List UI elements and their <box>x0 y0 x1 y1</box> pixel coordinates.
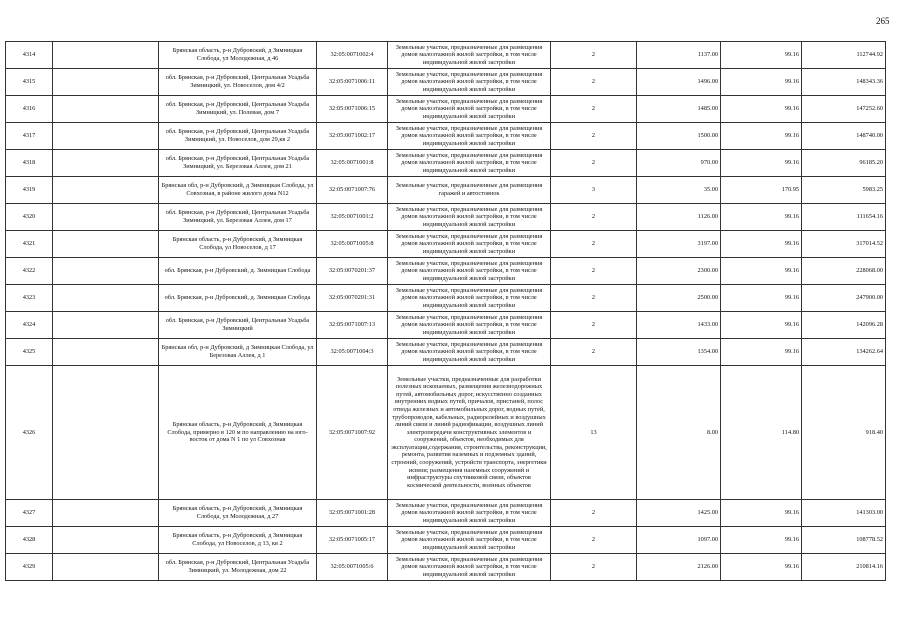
record-number: 4314 <box>6 42 53 69</box>
table-row <box>6 204 886 231</box>
blank-cell <box>53 42 159 69</box>
record-number: 4327 <box>6 500 53 527</box>
category-code-cell: 2 <box>551 69 637 96</box>
cadastral-number-cell: 32:05:0071002:4 <box>317 42 388 69</box>
record-number: 4323 <box>6 285 53 312</box>
cadastral-number-cell: 32:05:0071007:76 <box>317 177 388 204</box>
rate-cell: 99.16 <box>721 554 802 581</box>
area-cell: 3197.00 <box>637 231 721 258</box>
record-number: 4325 <box>6 339 53 366</box>
address-cell: обл. Брянская, р-н Дубровский, Центральная Усадьба Зимницкий, ул. Березовая Аллея, дом 17 <box>159 204 317 231</box>
area-cell: 2300.00 <box>637 258 721 285</box>
cadastral-number-cell: 32:05:0071004:3 <box>317 339 388 366</box>
cadastral-number-cell: 32:05:0071005:8 <box>317 231 388 258</box>
address-cell: Брянская область, р-н Дубровский, д Зимницкая Слобода, примерно в 120 м по направлению на юго-восток от дома N 1 по ул Совхозная <box>159 366 317 500</box>
cadastral-value-cell: 147252.60 <box>802 96 886 123</box>
address-cell: обл. Брянская, р-н Дубровский, Центральная Усадьба Зимницкий, ул. Новоселов, дом 29,кв 2 <box>159 123 317 150</box>
category-code-cell: 2 <box>551 42 637 69</box>
land-use-cell: Земельные участки, предназначенные для размещения гаражей и автостоянок <box>388 177 551 204</box>
blank-cell <box>53 96 159 123</box>
category-code-cell: 2 <box>551 339 637 366</box>
record-number: 4317 <box>6 123 53 150</box>
cadastral-number-cell: 32:05:0071001:2 <box>317 204 388 231</box>
table-row <box>6 258 886 285</box>
record-number: 4320 <box>6 204 53 231</box>
cadastral-number-cell: 32:05:0071006:11 <box>317 69 388 96</box>
address-cell: обл. Брянская, р-н Дубровский, Центральная Усадьба Зимницкий, ул. Полевая, дом 7 <box>159 96 317 123</box>
record-number: 4322 <box>6 258 53 285</box>
address-cell: Брянская обл, р-н Дубровский, д Зимницкая Слобода, ул Березовая Аллея, д 1 <box>159 339 317 366</box>
land-use-cell: Земельные участки, предназначенные для размещения домов малоэтажной жилой застройки, в том числе индивидуальной жилой застройки <box>388 500 551 527</box>
land-use-cell: Земельные участки, предназначенные для размещения домов малоэтажной жилой застройки, в том числе индивидуальной жилой застройки <box>388 123 551 150</box>
address-cell: обл. Брянская, р-н Дубровский, Центральная Усадьба Зимницкий <box>159 312 317 339</box>
blank-cell <box>53 527 159 554</box>
rate-cell: 99.16 <box>721 150 802 177</box>
area-cell: 1097.00 <box>637 527 721 554</box>
cadastral-value-cell: 134262.64 <box>802 339 886 366</box>
address-cell: обл. Брянская, р-н Дубровский, Центральная Усадьба Зимницкий, ул. Новоселов, дом 4/2 <box>159 69 317 96</box>
category-code-cell: 2 <box>551 204 637 231</box>
record-number: 4315 <box>6 69 53 96</box>
cadastral-value-cell: 247900.00 <box>802 285 886 312</box>
category-code-cell: 13 <box>551 366 637 500</box>
rate-cell: 99.16 <box>721 204 802 231</box>
blank-cell <box>53 150 159 177</box>
rate-cell: 99.16 <box>721 258 802 285</box>
table-row <box>6 366 886 500</box>
table-row <box>6 500 886 527</box>
rate-cell: 170.95 <box>721 177 802 204</box>
address-cell: Брянская область, р-н Дубровский, д Зимницкая Слобода, ул Молодежная, д 46 <box>159 42 317 69</box>
category-code-cell: 2 <box>551 312 637 339</box>
category-code-cell: 2 <box>551 96 637 123</box>
rate-cell: 114.80 <box>721 366 802 500</box>
table-row <box>6 312 886 339</box>
cadastral-value-cell: 142096.28 <box>802 312 886 339</box>
blank-cell <box>53 231 159 258</box>
rate-cell: 99.16 <box>721 500 802 527</box>
category-code-cell: 2 <box>551 258 637 285</box>
rate-cell: 99.16 <box>721 42 802 69</box>
rate-cell: 99.16 <box>721 285 802 312</box>
area-cell: 1137.00 <box>637 42 721 69</box>
cadastral-number-cell: 32:05:0071002:17 <box>317 123 388 150</box>
category-code-cell: 3 <box>551 177 637 204</box>
blank-cell <box>53 312 159 339</box>
category-code-cell: 2 <box>551 285 637 312</box>
record-number: 4324 <box>6 312 53 339</box>
table-row <box>6 231 886 258</box>
cadastral-value-cell: 112744.92 <box>802 42 886 69</box>
cadastral-number-cell: 32:05:0071005:17 <box>317 527 388 554</box>
category-code-cell: 2 <box>551 123 637 150</box>
cadastral-number-cell: 32:05:0071007:13 <box>317 312 388 339</box>
area-cell: 1433.00 <box>637 312 721 339</box>
land-use-cell: Земельные участки, предназначенные для размещения домов малоэтажной жилой застройки, в том числе индивидуальной жилой застройки <box>388 150 551 177</box>
area-cell: 970.00 <box>637 150 721 177</box>
cadastral-number-cell: 32:05:0071005:6 <box>317 554 388 581</box>
blank-cell <box>53 366 159 500</box>
category-code-cell: 2 <box>551 554 637 581</box>
address-cell: Брянская область, р-н Дубровский, д Зимницкая Слобода, ул Новоселов, д 17 <box>159 231 317 258</box>
table-row <box>6 527 886 554</box>
land-use-cell: Земельные участки, предназначенные для размещения домов малоэтажной жилой застройки, в том числе индивидуальной жилой застройки <box>388 69 551 96</box>
record-number: 4316 <box>6 96 53 123</box>
blank-cell <box>53 123 159 150</box>
area-cell: 1500.00 <box>637 123 721 150</box>
blank-cell <box>53 500 159 527</box>
category-code-cell: 2 <box>551 500 637 527</box>
blank-cell <box>53 339 159 366</box>
land-use-cell: Земельные участки, предназначенные для размещения домов малоэтажной жилой застройки, в том числе индивидуальной жилой застройки <box>388 312 551 339</box>
address-cell: Брянская область, р-н Дубровский, д Зимницкая Слобода, ул Молодежная, д 27 <box>159 500 317 527</box>
blank-cell <box>53 285 159 312</box>
rate-cell: 99.16 <box>721 231 802 258</box>
area-cell: 1496.00 <box>637 69 721 96</box>
area-cell: 1126.00 <box>637 204 721 231</box>
address-cell: Брянская область, р-н Дубровский, д Зимницкая Слобода, ул Новоселов, д 13, кв 2 <box>159 527 317 554</box>
cadastral-value-cell: 228068.00 <box>802 258 886 285</box>
land-registry-table <box>5 41 886 581</box>
rate-cell: 99.16 <box>721 123 802 150</box>
rate-cell: 99.16 <box>721 96 802 123</box>
blank-cell <box>53 177 159 204</box>
cadastral-value-cell: 210814.16 <box>802 554 886 581</box>
land-use-cell: Земельные участки, предназначенные для размещения домов малоэтажной жилой застройки, в том числе индивидуальной жилой застройки <box>388 285 551 312</box>
land-use-cell: Земельные участки, предназначенные для размещения домов малоэтажной жилой застройки, в том числе индивидуальной жилой застройки <box>388 42 551 69</box>
cadastral-number-cell: 32:05:0071001:8 <box>317 150 388 177</box>
table-row <box>6 150 886 177</box>
address-cell: обл. Брянская, р-н Дубровский, д. Зимницкая Слобода <box>159 258 317 285</box>
cadastral-value-cell: 148343.36 <box>802 69 886 96</box>
cadastral-value-cell: 5983.25 <box>802 177 886 204</box>
land-use-cell: Земельные участки, предназначенные для размещения домов малоэтажной жилой застройки, в том числе индивидуальной жилой застройки <box>388 554 551 581</box>
land-use-cell: Земельные участки, предназначенные для размещения домов малоэтажной жилой застройки, в том числе индивидуальной жилой застройки <box>388 231 551 258</box>
record-number: 4319 <box>6 177 53 204</box>
rate-cell: 99.16 <box>721 312 802 339</box>
page-number: 265 <box>876 16 890 26</box>
cadastral-value-cell: 918.40 <box>802 366 886 500</box>
category-code-cell: 2 <box>551 527 637 554</box>
cadastral-number-cell: 32:05:0071001:28 <box>317 500 388 527</box>
land-use-cell: Земельные участки, предназначенные для размещения домов малоэтажной жилой застройки, в том числе индивидуальной жилой застройки <box>388 258 551 285</box>
blank-cell <box>53 258 159 285</box>
rate-cell: 99.16 <box>721 339 802 366</box>
land-use-cell: Земельные участки, предназначенные для размещения домов малоэтажной жилой застройки, в том числе индивидуальной жилой застройки <box>388 204 551 231</box>
table-row <box>6 42 886 69</box>
address-cell: Брянская обл, р-н Дубровский, д Зимницкая Слобода, ул Совхозная, в районе жилого дома N12 <box>159 177 317 204</box>
blank-cell <box>53 204 159 231</box>
area-cell: 2500.00 <box>637 285 721 312</box>
cadastral-number-cell: 32:05:0070201:37 <box>317 258 388 285</box>
record-number: 4329 <box>6 554 53 581</box>
area-cell: 35.00 <box>637 177 721 204</box>
cadastral-value-cell: 108778.52 <box>802 527 886 554</box>
table-row <box>6 339 886 366</box>
area-cell: 1354.00 <box>637 339 721 366</box>
record-number: 4326 <box>6 366 53 500</box>
cadastral-value-cell: 111654.16 <box>802 204 886 231</box>
land-use-cell: Земельные участки, предназначенные для разработки полезных ископаемых, размещения железнодорожных путей, автомобильных дорог, искусственно созданных внутренних водных путей, причалов, пристаней, полос отвода железных и автомобильных дорог, водных путей, трубопроводов, кабельных, радиорелейных и воздушных линий связи и линий радиофикации, воздушных линий электропередачи конструктивных элементов и сооружений, объектов, необходимых для эксплуатации,содержания, строительства, реконструкции, ремонта, развития наземных и подземных зданий, строений, сооружений, устройств транспорта, энергетики исвязи; размещения наземных сооружений и инфраструктуры спутниковой связи, объектов космической деятельности, военных объектов <box>388 366 551 500</box>
table-row <box>6 123 886 150</box>
address-cell: обл. Брянская, р-н Дубровский, Центральная Усадьба Зимницкий, ул. Молодежная, дом 22 <box>159 554 317 581</box>
address-cell: обл. Брянская, р-н Дубровский, д. Зимницкая Слобода <box>159 285 317 312</box>
area-cell: 1485.00 <box>637 96 721 123</box>
cadastral-value-cell: 148740.00 <box>802 123 886 150</box>
blank-cell <box>53 554 159 581</box>
table-row <box>6 285 886 312</box>
table-row <box>6 96 886 123</box>
record-number: 4328 <box>6 527 53 554</box>
cadastral-number-cell: 32:05:0071006:15 <box>317 96 388 123</box>
area-cell: 2126.00 <box>637 554 721 581</box>
rate-cell: 99.16 <box>721 527 802 554</box>
area-cell: 8.00 <box>637 366 721 500</box>
cadastral-number-cell: 32:05:0070201:31 <box>317 285 388 312</box>
land-use-cell: Земельные участки, предназначенные для размещения домов малоэтажной жилой застройки, в том числе индивидуальной жилой застройки <box>388 339 551 366</box>
land-use-cell: Земельные участки, предназначенные для размещения домов малоэтажной жилой застройки, в том числе индивидуальной жилой застройки <box>388 527 551 554</box>
table-row <box>6 554 886 581</box>
rate-cell: 99.16 <box>721 69 802 96</box>
area-cell: 1425.00 <box>637 500 721 527</box>
record-number: 4318 <box>6 150 53 177</box>
cadastral-value-cell: 141303.00 <box>802 500 886 527</box>
table-row <box>6 177 886 204</box>
category-code-cell: 2 <box>551 150 637 177</box>
land-use-cell: Земельные участки, предназначенные для размещения домов малоэтажной жилой застройки, в том числе индивидуальной жилой застройки <box>388 96 551 123</box>
blank-cell <box>53 69 159 96</box>
address-cell: обл. Брянская, р-н Дубровский, Центральная Усадьба Зимницкий, ул. Березовая Аллея, дом 21 <box>159 150 317 177</box>
cadastral-value-cell: 317014.52 <box>802 231 886 258</box>
cadastral-value-cell: 96185.20 <box>802 150 886 177</box>
cadastral-number-cell: 32:05:0071007:92 <box>317 366 388 500</box>
table-row <box>6 69 886 96</box>
record-number: 4321 <box>6 231 53 258</box>
category-code-cell: 2 <box>551 231 637 258</box>
